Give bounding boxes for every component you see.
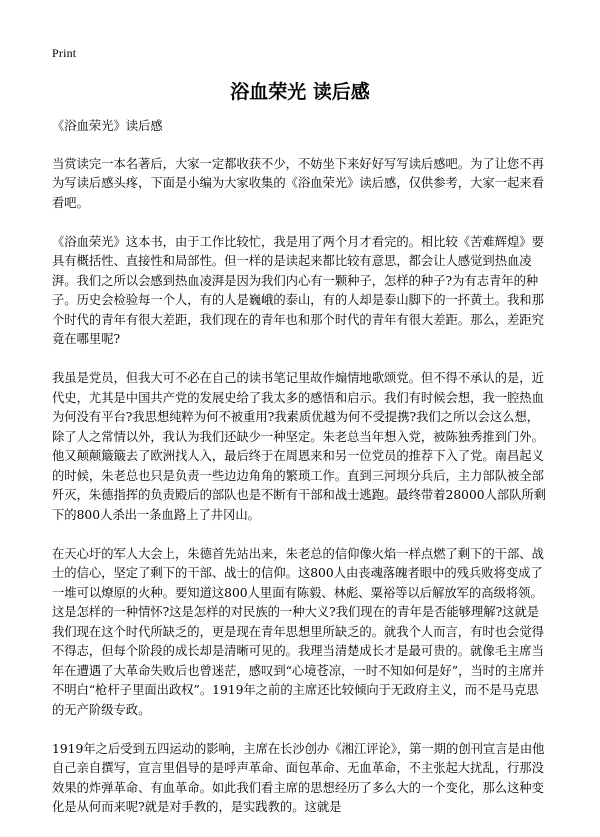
article-paragraph-2: 《浴血荣光》这本书，由于工作比较忙，我是用了两个月才看完的。相比较《苦难辉煌》要具有概括性、直接性和局部性。但一样的是读起来都比较有意思，都会让人感觉到热血凌湃。我们之所以会感到热血凌湃是因为我们内心有一颗种子，怎样的种子?为有志青年的种子。历史会检验每一个人，有的人是巍峨的泰山，有的人却是泰山脚下的一抔黄土。我和那个时代的青年有很大差距，我们现在的青年也和那个时代的青年有很大差距。那么，差距究竟在哪里呢? — [52, 234, 544, 346]
article-paragraph-5: 1919年之后受到五四运动的影响，主席在长沙创办《湘江评论》，第一期的创刊宣言是由他自己亲自撰写，宣言里倡导的是呼声革命、面包革命、无血革命，不主张起大扰乱，行那没效果的炸弹革命、有血革命。如此我们看主席的思想经历了多么大的一个变化，那么这种变化是从何而来呢?就是对手教的，是实践教的。这就是 — [52, 741, 545, 814]
article-subtitle: 《浴血荣光》读后感 — [52, 119, 163, 133]
article-body — [52, 117, 549, 837]
page-title: 浴血荣光 读后感 — [230, 81, 370, 103]
article-paragraph-4: 在天心圩的军人大会上，朱德首先站出来，朱老总的信仰像火焰一样点燃了剩下的干部、战士的信心，坚定了剩下的干部、战士的信仰。这800人由丧魂落魄者眼中的残兵败将变成了一堆可以燎原的火种。要知道这800人里面有陈毅、林彪、粟裕等以后解放军的高级将领。这是怎样的一种情怀?这是怎样的对民族的一种大义?我们现在的青年是否能够理解?这就是我们现在这个时代所缺乏的，更是现在青年思想里所缺乏的。就我个人而言，有时也会觉得不得志，但每个阶段的成长却是清晰可见的。我理当清楚成长才是最可贵的。就像毛主席当年在遭遇了大革命失败后也曾迷茫，感叹到“心境苍凉，一时不知如何是好”，当时的主席并不明白“枪杆子里面出政权”。1919年之前的主席还比较倾向于无政府主义，而不是马克思的无产阶级专政。 — [52, 546, 545, 717]
article-paragraph-1: 当赏读完一本名著后，大家一定都收获不少，不妨坐下来好好写写读后感吧。为了让您不再为写读后感头疼，下面是小编为大家收集的《浴血荣光》读后感，仅供参考，大家一起来看看吧。 — [52, 156, 544, 210]
article-paragraph-3: 我虽是党员，但我大可不必在自己的读书笔记里故作煽情地歌颂党。但不得不承认的是，近代史，尤其是中国共产党的发展史给了我太多的感悟和启示。我们有时候会想，我一腔热血为何没有平台?我思想纯粹为何不被重用?我素质优越为何不受提携?我们之所以会这么想，除了人之常情以外，我认为我们还缺少一种坚定。朱老总当年想入党，被陈独秀推到门外。他又颠颠簸簸去了欧洲找人入，最后终于在周恩来和另一位党员的推荐下入了党。南昌起义的时候，朱老总也只是负责一些边边角角的繁琐工作。直到三河坝分兵后，主力部队被全部歼灭，朱德指挥的负责殿后的部队也是不断有干部和战士逃跑。最终带着28000人部队所剩下的800人杀出一条血路上了井冈山。 — [52, 371, 547, 522]
print-label: Print — [52, 46, 77, 60]
